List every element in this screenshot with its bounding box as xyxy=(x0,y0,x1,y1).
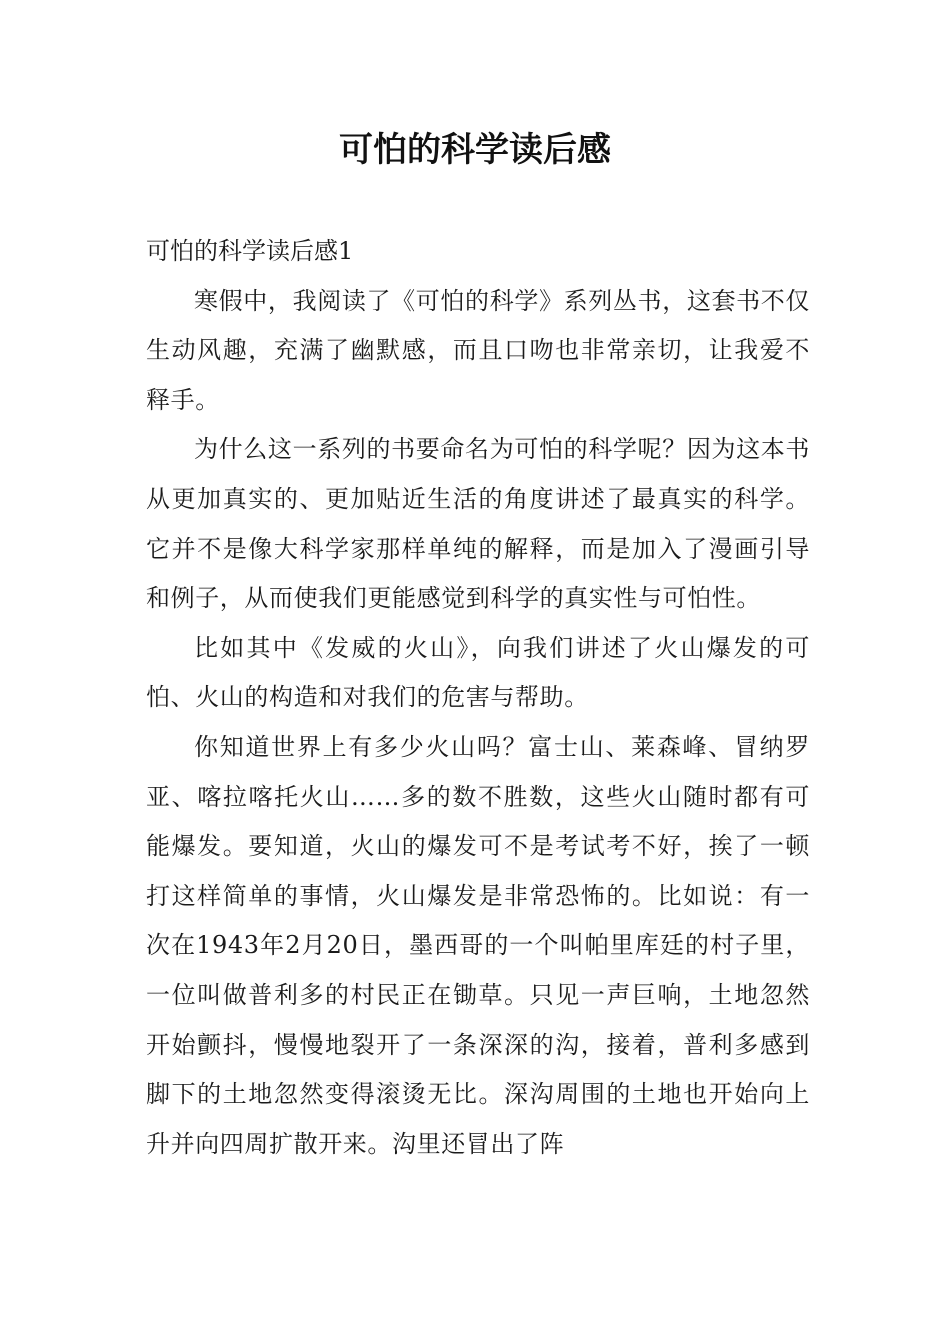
section-heading: 可怕的科学读后感1 xyxy=(146,237,354,265)
paragraph-4: 你知道世界上有多少火山吗？富士山、莱森峰、冒纳罗亚、喀拉喀托火山……多的数不胜数，这些火山随时都有可能爆发。要知道，火山的爆发可不是考试考不好，挨了一顿打这样简单的事情，火山爆发是非常恐怖的。比如说：有一次在1943年2月20日，墨西哥的一个叫帕里库廷的村子里，一位叫做普利多的村民正在锄草。只见一声巨响，土地忽然开始颤抖，慢慢地裂开了一条深深的沟，接着，普利多感到脚下的土地忽然变得滚烫无比。深沟周围的土地也开始向上升并向四周扩散开来。沟里还冒出了阵 xyxy=(146,732,810,1158)
paragraph-2: 为什么这一系列的书要命名为可怕的科学呢？因为这本书从更加真实的、更加贴近生活的角度讲述了最真实的科学。它并不是像大科学家那样单纯的解释，而是加入了漫画引导和例子，从而使我们更能感觉到科学的真实性与可怕性。 xyxy=(146,435,810,613)
paragraph-3: 比如其中《发威的火山》，向我们讲述了火山爆发的可怕、火山的构造和对我们的危害与帮助。 xyxy=(146,633,810,712)
paragraph-1: 寒假中，我阅读了《可怕的科学》系列丛书，这套书不仅生动风趣，充满了幽默感，而且口吻也非常亲切，让我爱不释手。 xyxy=(146,286,810,414)
document-body xyxy=(146,227,810,1169)
document-title: 可怕的科学读后感 xyxy=(339,130,611,170)
